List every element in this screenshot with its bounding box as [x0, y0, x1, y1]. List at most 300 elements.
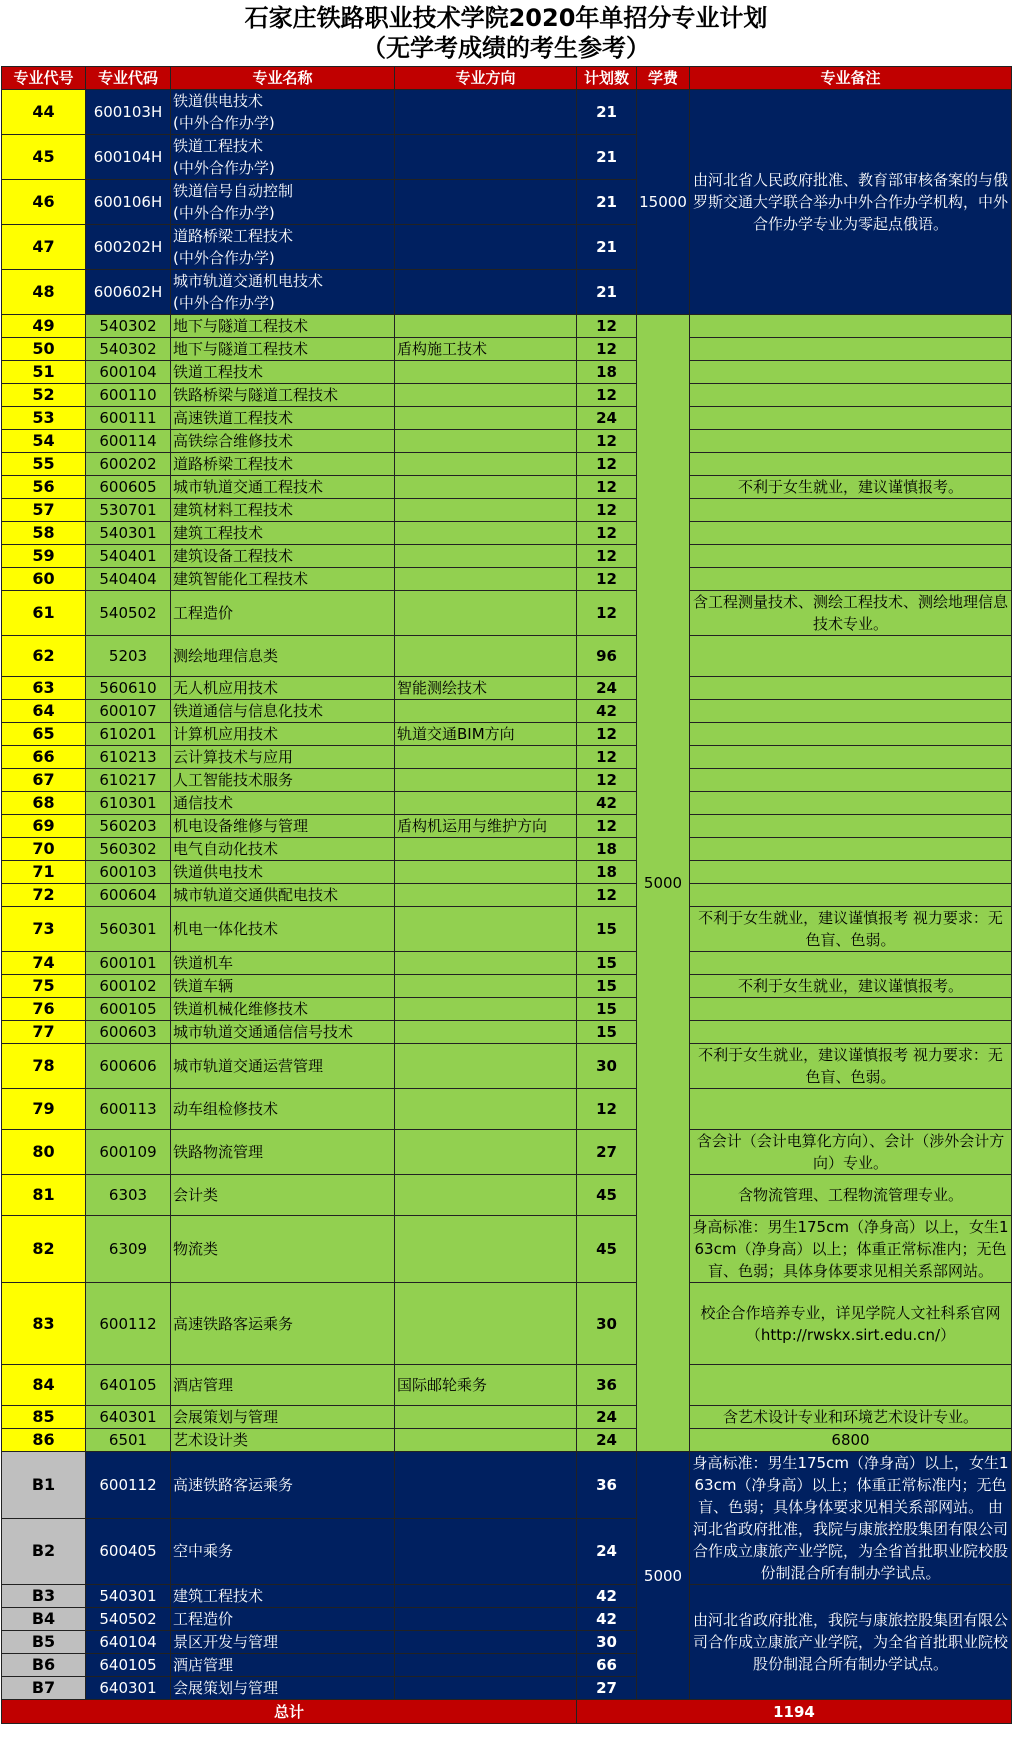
major-name-cell — [171, 407, 395, 430]
major-id-cell: 58 — [2, 522, 86, 545]
table-row — [2, 545, 1012, 568]
plan-count-cell: 18 — [577, 861, 637, 884]
major-name-cell — [171, 1089, 395, 1130]
remark-cell — [690, 568, 1012, 591]
major-name-line: 城市轨道交通工程技术 — [173, 478, 324, 496]
major-name-line: 地下与隧道工程技术 — [173, 340, 309, 358]
enrollment-plan-table — [1, 66, 1012, 1724]
major-name-line: 建筑工程技术 — [173, 1587, 264, 1605]
major-name-cell — [171, 677, 395, 700]
plan-count-cell: 36 — [577, 1452, 637, 1519]
remark-cell — [690, 769, 1012, 792]
major-id-cell: 83 — [2, 1283, 86, 1365]
major-name-line: 机电设备维修与管理 — [173, 817, 309, 835]
major-name-cell — [171, 1406, 395, 1429]
remark-cell — [690, 384, 1012, 407]
major-id-cell: 80 — [2, 1130, 86, 1175]
table-row — [2, 1406, 1012, 1429]
table-row — [2, 998, 1012, 1021]
remark-cell: 不利于女生就业，建议谨慎报考。 — [690, 975, 1012, 998]
remark-cell — [690, 723, 1012, 746]
major-id-cell: 46 — [2, 180, 86, 225]
table-row — [2, 815, 1012, 838]
remark-cell — [690, 1021, 1012, 1044]
major-direction-cell — [395, 1175, 577, 1216]
major-direction-cell — [395, 769, 577, 792]
major-code-cell: 600606 — [86, 1044, 171, 1089]
major-name-cell — [171, 1677, 395, 1700]
major-direction-cell: 盾构施工技术 — [395, 338, 577, 361]
remark-cell — [690, 522, 1012, 545]
table-row — [2, 453, 1012, 476]
major-id-cell: 62 — [2, 636, 86, 677]
tuition-cell: 6800 — [690, 1429, 1012, 1452]
major-name-cell — [171, 1365, 395, 1406]
plan-count-cell: 15 — [577, 1021, 637, 1044]
major-direction-cell — [395, 315, 577, 338]
major-code-cell: 600405 — [86, 1518, 171, 1585]
major-code-cell: 600113 — [86, 1089, 171, 1130]
table-row — [2, 1365, 1012, 1406]
major-direction-cell — [395, 1631, 577, 1654]
remark-cell — [690, 700, 1012, 723]
header-cell: 专业备注 — [690, 67, 1012, 90]
remark-cell — [690, 861, 1012, 884]
table-row — [2, 1044, 1012, 1089]
major-code-cell: 600104 — [86, 361, 171, 384]
remark-cell — [690, 407, 1012, 430]
major-code-cell: 600202H — [86, 225, 171, 270]
major-id-cell: B3 — [2, 1585, 86, 1608]
major-direction-cell — [395, 499, 577, 522]
plan-count-cell: 12 — [577, 591, 637, 636]
major-code-cell: 610213 — [86, 746, 171, 769]
major-id-cell: B6 — [2, 1654, 86, 1677]
major-id-cell: 57 — [2, 499, 86, 522]
remark-cell — [690, 545, 1012, 568]
table-row — [2, 407, 1012, 430]
major-code-cell: 640104 — [86, 1631, 171, 1654]
table-row — [2, 838, 1012, 861]
major-id-cell: 81 — [2, 1175, 86, 1216]
major-code-cell: 640105 — [86, 1654, 171, 1677]
plan-count-cell: 30 — [577, 1044, 637, 1089]
major-code-cell: 560203 — [86, 815, 171, 838]
major-name-line: 高速铁道工程技术 — [173, 409, 294, 427]
major-name-cell — [171, 591, 395, 636]
remark-cell: 校企合作培养专业，详见学院人文社科系官网（http://rwskx.sirt.edu.cn/） — [690, 1283, 1012, 1365]
major-id-cell: 52 — [2, 384, 86, 407]
plan-count-cell: 12 — [577, 315, 637, 338]
table-row — [2, 723, 1012, 746]
major-direction-cell — [395, 700, 577, 723]
major-id-cell: 79 — [2, 1089, 86, 1130]
major-id-cell: 64 — [2, 700, 86, 723]
major-name-cell — [171, 998, 395, 1021]
major-id-cell: 76 — [2, 998, 86, 1021]
table-row — [2, 1452, 1012, 1519]
major-name-cell — [171, 884, 395, 907]
major-direction-cell — [395, 1608, 577, 1631]
major-direction-cell — [395, 1130, 577, 1175]
major-name-cell — [171, 636, 395, 677]
major-code-cell: 610301 — [86, 792, 171, 815]
major-name-line: 会展策划与管理 — [173, 1679, 279, 1697]
major-id-cell: 67 — [2, 769, 86, 792]
major-id-cell: B5 — [2, 1631, 86, 1654]
plan-count-cell: 21 — [577, 90, 637, 135]
major-direction-cell — [395, 270, 577, 315]
remark-cell: 由河北省政府批准，我院与康旅控股集团有限公司合作成立康旅产业学院，为全省首批职业院校股份制混合所有制办学试点。 — [690, 1585, 1012, 1700]
remark-cell: 含会计（会计电算化方向）、会计（涉外会计方向）专业。 — [690, 1130, 1012, 1175]
major-name-cell — [171, 315, 395, 338]
major-name-line: 高速铁路客运乘务 — [173, 1475, 294, 1494]
header-cell: 专业方向 — [395, 67, 577, 90]
plan-count-cell: 12 — [577, 1089, 637, 1130]
plan-count-cell: 30 — [577, 1631, 637, 1654]
remark-cell: 不利于女生就业，建议谨慎报考。 — [690, 476, 1012, 499]
major-id-cell: 75 — [2, 975, 86, 998]
major-name-line: (中外合作办学) — [173, 249, 275, 267]
table-row — [2, 1130, 1012, 1175]
major-id-cell: 74 — [2, 952, 86, 975]
tuition-cell: 15000 — [637, 90, 690, 315]
major-id-cell: 84 — [2, 1365, 86, 1406]
major-direction-cell: 轨道交通BIM方向 — [395, 723, 577, 746]
plan-count-cell: 15 — [577, 952, 637, 975]
major-name-line: 景区开发与管理 — [173, 1633, 279, 1651]
major-name-cell — [171, 90, 395, 135]
major-id-cell: 77 — [2, 1021, 86, 1044]
major-id-cell: 72 — [2, 884, 86, 907]
major-id-cell: 82 — [2, 1216, 86, 1283]
remark-cell — [690, 636, 1012, 677]
major-name-line: (中外合作办学) — [173, 114, 275, 132]
major-code-cell: 600109 — [86, 1130, 171, 1175]
major-code-cell: 6309 — [86, 1216, 171, 1283]
major-code-cell: 600110 — [86, 384, 171, 407]
major-name-cell — [171, 769, 395, 792]
major-name-cell — [171, 384, 395, 407]
major-name-line: (中外合作办学) — [173, 204, 275, 222]
major-name-line: 电气自动化技术 — [173, 840, 279, 858]
major-name-line: 艺术设计类 — [173, 1431, 249, 1449]
plan-count-cell: 15 — [577, 998, 637, 1021]
plan-count-cell: 12 — [577, 884, 637, 907]
major-name-line: 通信技术 — [173, 794, 234, 812]
major-name-cell — [171, 1518, 395, 1585]
major-code-cell: 540301 — [86, 522, 171, 545]
major-name-cell — [171, 815, 395, 838]
table-row — [2, 591, 1012, 636]
major-direction-cell — [395, 746, 577, 769]
major-direction-cell — [395, 476, 577, 499]
major-name-line: 铁道工程技术 — [173, 137, 264, 155]
major-direction-cell: 盾构机运用与维护方向 — [395, 815, 577, 838]
major-direction-cell — [395, 453, 577, 476]
major-name-cell — [171, 1175, 395, 1216]
major-name-line: 计算机应用技术 — [173, 725, 279, 743]
major-direction-cell — [395, 1452, 577, 1519]
major-id-cell: 59 — [2, 545, 86, 568]
major-direction-cell — [395, 135, 577, 180]
plan-count-cell: 36 — [577, 1365, 637, 1406]
major-direction-cell — [395, 225, 577, 270]
major-name-cell — [171, 568, 395, 591]
major-name-line: 建筑智能化工程技术 — [173, 570, 309, 588]
major-name-cell — [171, 1631, 395, 1654]
plan-count-cell: 18 — [577, 361, 637, 384]
remark-cell — [690, 499, 1012, 522]
plan-count-cell: 21 — [577, 180, 637, 225]
major-name-cell — [171, 1429, 395, 1452]
major-direction-cell — [395, 545, 577, 568]
table-row — [2, 1089, 1012, 1130]
plan-count-cell: 66 — [577, 1654, 637, 1677]
major-code-cell: 610217 — [86, 769, 171, 792]
major-name-cell — [171, 952, 395, 975]
plan-count-cell: 12 — [577, 384, 637, 407]
major-name-line: 酒店管理 — [173, 1376, 234, 1394]
remark-cell: 含艺术设计专业和环境艺术设计专业。 — [690, 1406, 1012, 1429]
remark-cell: 身高标准：男生175cm（净身高）以上，女生163cm（净身高）以上；体重正常标准内；无色盲、色弱；具体身体要求见相关系部网站。 — [690, 1216, 1012, 1283]
plan-count-cell: 12 — [577, 545, 637, 568]
major-name-cell — [171, 700, 395, 723]
plan-count-cell: 24 — [577, 1429, 637, 1452]
major-direction-cell: 智能测绘技术 — [395, 677, 577, 700]
major-id-cell: 71 — [2, 861, 86, 884]
major-id-cell: 45 — [2, 135, 86, 180]
table-row — [2, 1429, 1012, 1452]
major-code-cell: 600202 — [86, 453, 171, 476]
remark-cell — [690, 338, 1012, 361]
major-name-line: 高铁综合维修技术 — [173, 432, 294, 450]
major-name-cell — [171, 430, 395, 453]
major-name-cell — [171, 1130, 395, 1175]
plan-count-cell: 42 — [577, 792, 637, 815]
major-name-line: (中外合作办学) — [173, 294, 275, 312]
major-name-line: 机电一体化技术 — [173, 920, 279, 938]
table-row — [2, 1283, 1012, 1365]
major-code-cell: 560302 — [86, 838, 171, 861]
major-name-line: 建筑工程技术 — [173, 524, 264, 542]
tuition-cell: 5000 — [637, 1452, 690, 1700]
major-name-cell — [171, 476, 395, 499]
table-row — [2, 90, 1012, 135]
major-name-line: 铁道车辆 — [173, 977, 234, 995]
major-code-cell: 640105 — [86, 1365, 171, 1406]
table-row — [2, 952, 1012, 975]
major-name-line: 会计类 — [173, 1186, 219, 1204]
major-id-cell: 54 — [2, 430, 86, 453]
major-code-cell: 600102 — [86, 975, 171, 998]
header-cell: 专业名称 — [171, 67, 395, 90]
major-direction-cell — [395, 1429, 577, 1452]
remark-cell: 含物流管理、工程物流管理专业。 — [690, 1175, 1012, 1216]
major-name-line: 铁路桥梁与隧道工程技术 — [173, 386, 339, 404]
plan-count-cell: 21 — [577, 225, 637, 270]
major-code-cell: 540401 — [86, 545, 171, 568]
major-name-line: 铁道机械化维修技术 — [173, 1000, 309, 1018]
plan-count-cell: 21 — [577, 270, 637, 315]
table-row — [2, 1021, 1012, 1044]
plan-count-cell: 42 — [577, 1585, 637, 1608]
major-id-cell: 50 — [2, 338, 86, 361]
major-id-cell: 51 — [2, 361, 86, 384]
major-name-line: 动车组检修技术 — [173, 1100, 279, 1118]
table-row — [2, 746, 1012, 769]
major-name-line: 铁道工程技术 — [173, 363, 264, 381]
major-name-line: 铁道通信与信息化技术 — [173, 702, 324, 720]
major-direction-cell — [395, 90, 577, 135]
major-name-line: 物流类 — [173, 1240, 219, 1258]
remark-cell: 不利于女生就业，建议谨慎报考 视力要求：无色盲、色弱。 — [690, 1044, 1012, 1089]
major-name-cell — [171, 746, 395, 769]
plan-count-cell: 27 — [577, 1130, 637, 1175]
table-row — [2, 1216, 1012, 1283]
major-name-cell — [171, 1452, 395, 1519]
major-name-cell — [171, 270, 395, 315]
major-code-cell: 540302 — [86, 338, 171, 361]
plan-count-cell: 27 — [577, 1677, 637, 1700]
major-id-cell: 65 — [2, 723, 86, 746]
table-row — [2, 861, 1012, 884]
major-direction-cell — [395, 952, 577, 975]
major-name-line: 城市轨道交通通信信号技术 — [173, 1023, 354, 1041]
major-code-cell: 540301 — [86, 1585, 171, 1608]
major-code-cell: 600605 — [86, 476, 171, 499]
major-id-cell: 47 — [2, 225, 86, 270]
major-id-cell: B7 — [2, 1677, 86, 1700]
plan-count-cell: 24 — [577, 1518, 637, 1585]
major-id-cell: 48 — [2, 270, 86, 315]
major-name-line: 铁道供电技术 — [173, 92, 264, 110]
major-name-line: 铁道机车 — [173, 954, 234, 972]
total-row — [2, 1700, 1012, 1724]
major-code-cell: 540502 — [86, 1608, 171, 1631]
major-name-cell — [171, 975, 395, 998]
major-direction-cell — [395, 1406, 577, 1429]
major-name-cell — [171, 907, 395, 952]
major-direction-cell — [395, 1021, 577, 1044]
major-id-cell: B2 — [2, 1518, 86, 1585]
plan-count-cell: 24 — [577, 677, 637, 700]
major-name-line: 建筑材料工程技术 — [173, 501, 294, 519]
table-row — [2, 769, 1012, 792]
major-direction-cell — [395, 907, 577, 952]
major-code-cell: 6303 — [86, 1175, 171, 1216]
remark-cell — [690, 430, 1012, 453]
remark-cell — [690, 884, 1012, 907]
major-id-cell: 85 — [2, 1406, 86, 1429]
major-code-cell: 600103 — [86, 861, 171, 884]
total-value: 1194 — [577, 1700, 1012, 1724]
remark-cell — [690, 1089, 1012, 1130]
major-name-cell — [171, 1021, 395, 1044]
remark-cell — [690, 677, 1012, 700]
major-name-cell — [171, 1283, 395, 1365]
major-name-line: 云计算技术与应用 — [173, 748, 294, 766]
table-body — [2, 90, 1012, 1700]
major-name-line: 城市轨道交通供配电技术 — [173, 886, 339, 904]
plan-count-cell: 12 — [577, 430, 637, 453]
table-row — [2, 384, 1012, 407]
major-name-cell — [171, 135, 395, 180]
major-name-line: 建筑设备工程技术 — [173, 547, 294, 565]
header-cell: 计划数 — [577, 67, 637, 90]
total-label: 总计 — [2, 1700, 577, 1724]
major-name-cell — [171, 792, 395, 815]
major-code-cell: 5203 — [86, 636, 171, 677]
major-code-cell: 600114 — [86, 430, 171, 453]
major-direction-cell — [395, 1585, 577, 1608]
major-id-cell: 49 — [2, 315, 86, 338]
remark-cell: 身高标准：男生175cm（净身高）以上，女生163cm（净身高）以上；体重正常标准内；无色盲、色弱；具体身体要求见相关系部网站。 由河北省政府批准，我院与康旅控股集团有限公司合作成立康旅产业学院，为全省首批职业院校股份制混合所有制办学试点。 — [690, 1452, 1012, 1585]
plan-count-cell: 15 — [577, 975, 637, 998]
major-code-cell: 600107 — [86, 700, 171, 723]
header-row — [2, 67, 1012, 90]
plan-count-cell: 12 — [577, 769, 637, 792]
major-name-line: 道路桥梁工程技术 — [173, 227, 294, 245]
plan-count-cell: 21 — [577, 135, 637, 180]
major-direction-cell — [395, 861, 577, 884]
major-direction-cell — [395, 1654, 577, 1677]
plan-count-cell: 24 — [577, 407, 637, 430]
major-direction-cell — [395, 1283, 577, 1365]
major-code-cell: 600105 — [86, 998, 171, 1021]
table-row — [2, 361, 1012, 384]
plan-count-cell: 12 — [577, 723, 637, 746]
major-direction-cell — [395, 568, 577, 591]
plan-count-cell: 12 — [577, 499, 637, 522]
table-row — [2, 568, 1012, 591]
major-name-cell — [171, 1608, 395, 1631]
major-name-cell — [171, 545, 395, 568]
remark-cell: 含工程测量技术、测绘工程技术、测绘地理信息技术专业。 — [690, 591, 1012, 636]
remark-cell: 不利于女生就业，建议谨慎报考 视力要求：无色盲、色弱。 — [690, 907, 1012, 952]
major-id-cell: 73 — [2, 907, 86, 952]
major-code-cell: 600111 — [86, 407, 171, 430]
plan-count-cell: 12 — [577, 568, 637, 591]
major-code-cell: 540302 — [86, 315, 171, 338]
major-name-cell — [171, 861, 395, 884]
table-row — [2, 1585, 1012, 1608]
major-direction-cell — [395, 407, 577, 430]
major-name-cell — [171, 499, 395, 522]
major-code-cell: 640301 — [86, 1677, 171, 1700]
tuition-cell: 5000 — [637, 315, 690, 1452]
table-row — [2, 476, 1012, 499]
major-code-cell: 600103H — [86, 90, 171, 135]
major-name-cell — [171, 225, 395, 270]
major-name-line: 铁道供电技术 — [173, 863, 264, 881]
major-direction-cell — [395, 1044, 577, 1089]
major-code-cell: 560610 — [86, 677, 171, 700]
plan-count-cell: 12 — [577, 522, 637, 545]
remark-cell — [690, 998, 1012, 1021]
major-name-cell — [171, 1216, 395, 1283]
major-name-line: 工程造价 — [173, 1610, 234, 1628]
major-direction-cell: 国际邮轮乘务 — [395, 1365, 577, 1406]
major-name-line: 酒店管理 — [173, 1656, 234, 1674]
major-code-cell: 560301 — [86, 907, 171, 952]
major-direction-cell — [395, 361, 577, 384]
major-name-line: 无人机应用技术 — [173, 679, 279, 697]
plan-count-cell: 96 — [577, 636, 637, 677]
major-code-cell: 600603 — [86, 1021, 171, 1044]
major-direction-cell — [395, 384, 577, 407]
major-code-cell: 600104H — [86, 135, 171, 180]
